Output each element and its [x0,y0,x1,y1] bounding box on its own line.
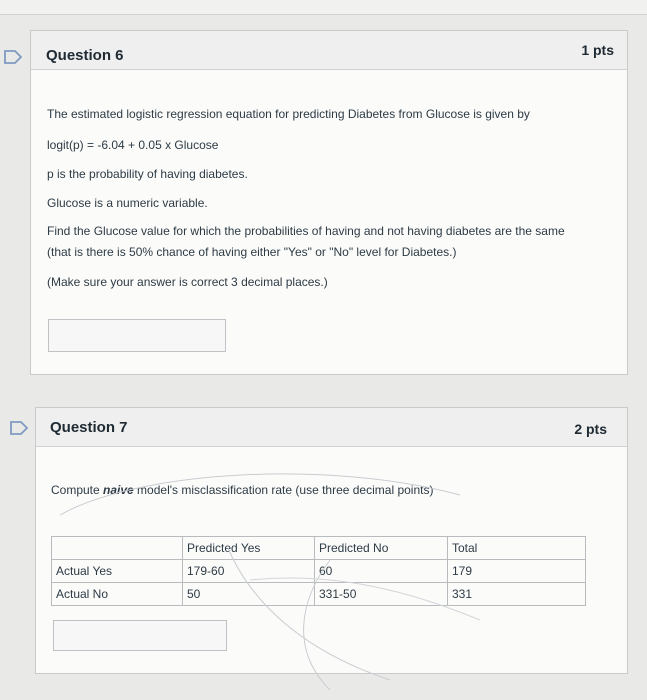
top-bar [0,0,647,15]
table-cell: Actual Yes [52,560,183,583]
question-7-prompt-end: model's misclassification rate (use three decimal points) [133,483,434,497]
table-cell: 331 [448,583,586,606]
table-header-cell: Predicted No [315,537,448,560]
question-7-prompt [51,483,433,497]
question-7-prompt-start: Compute [51,483,104,497]
question-6-text-line-1: The estimated logistic regression equation for predicting Diabetes from Glucose is given by [47,107,530,121]
question-6-card [30,30,628,375]
table-cell: 179 [448,560,586,583]
question-7-prompt-naive: naive [103,483,134,497]
table-header-cell: Total [448,537,586,560]
flag-icon[interactable] [4,50,22,64]
flag-icon[interactable] [10,421,28,435]
table-cell: 60 [315,560,448,583]
table-header-cell: Predicted Yes [183,537,315,560]
question-7-points: 2 pts [574,421,607,437]
confusion-matrix-table [51,536,586,606]
question-6-text-line-6: (that is there is 50% chance of having either "Yes" or "No" level for Diabetes.) [47,245,457,259]
question-6-text-line-3: p is the probability of having diabetes. [47,167,248,181]
table-cell: Actual No [52,583,183,606]
table-header-cell [52,537,183,560]
table-cell: 179-60 [183,560,315,583]
question-6-text-line-7: (Make sure your answer is correct 3 decimal places.) [47,275,328,289]
table-row [52,583,586,606]
table-row [52,560,586,583]
table-cell: 331-50 [315,583,448,606]
question-7-card [35,407,628,674]
question-7-title: Question 7 [50,419,128,436]
question-7-answer-input[interactable] [53,620,227,651]
question-6-text-line-4: Glucose is a numeric variable. [47,196,208,210]
table-header-row [52,537,586,560]
question-6-text-line-5: Find the Glucose value for which the probabilities of having and not having diabetes are the same [47,224,565,238]
table-cell: 50 [183,583,315,606]
question-6-points: 1 pts [581,42,614,58]
question-6-answer-input[interactable] [48,319,226,352]
question-6-equation: logit(p) = -6.04 + 0.05 x Glucose [47,138,219,152]
question-6-title: Question 6 [46,47,124,64]
